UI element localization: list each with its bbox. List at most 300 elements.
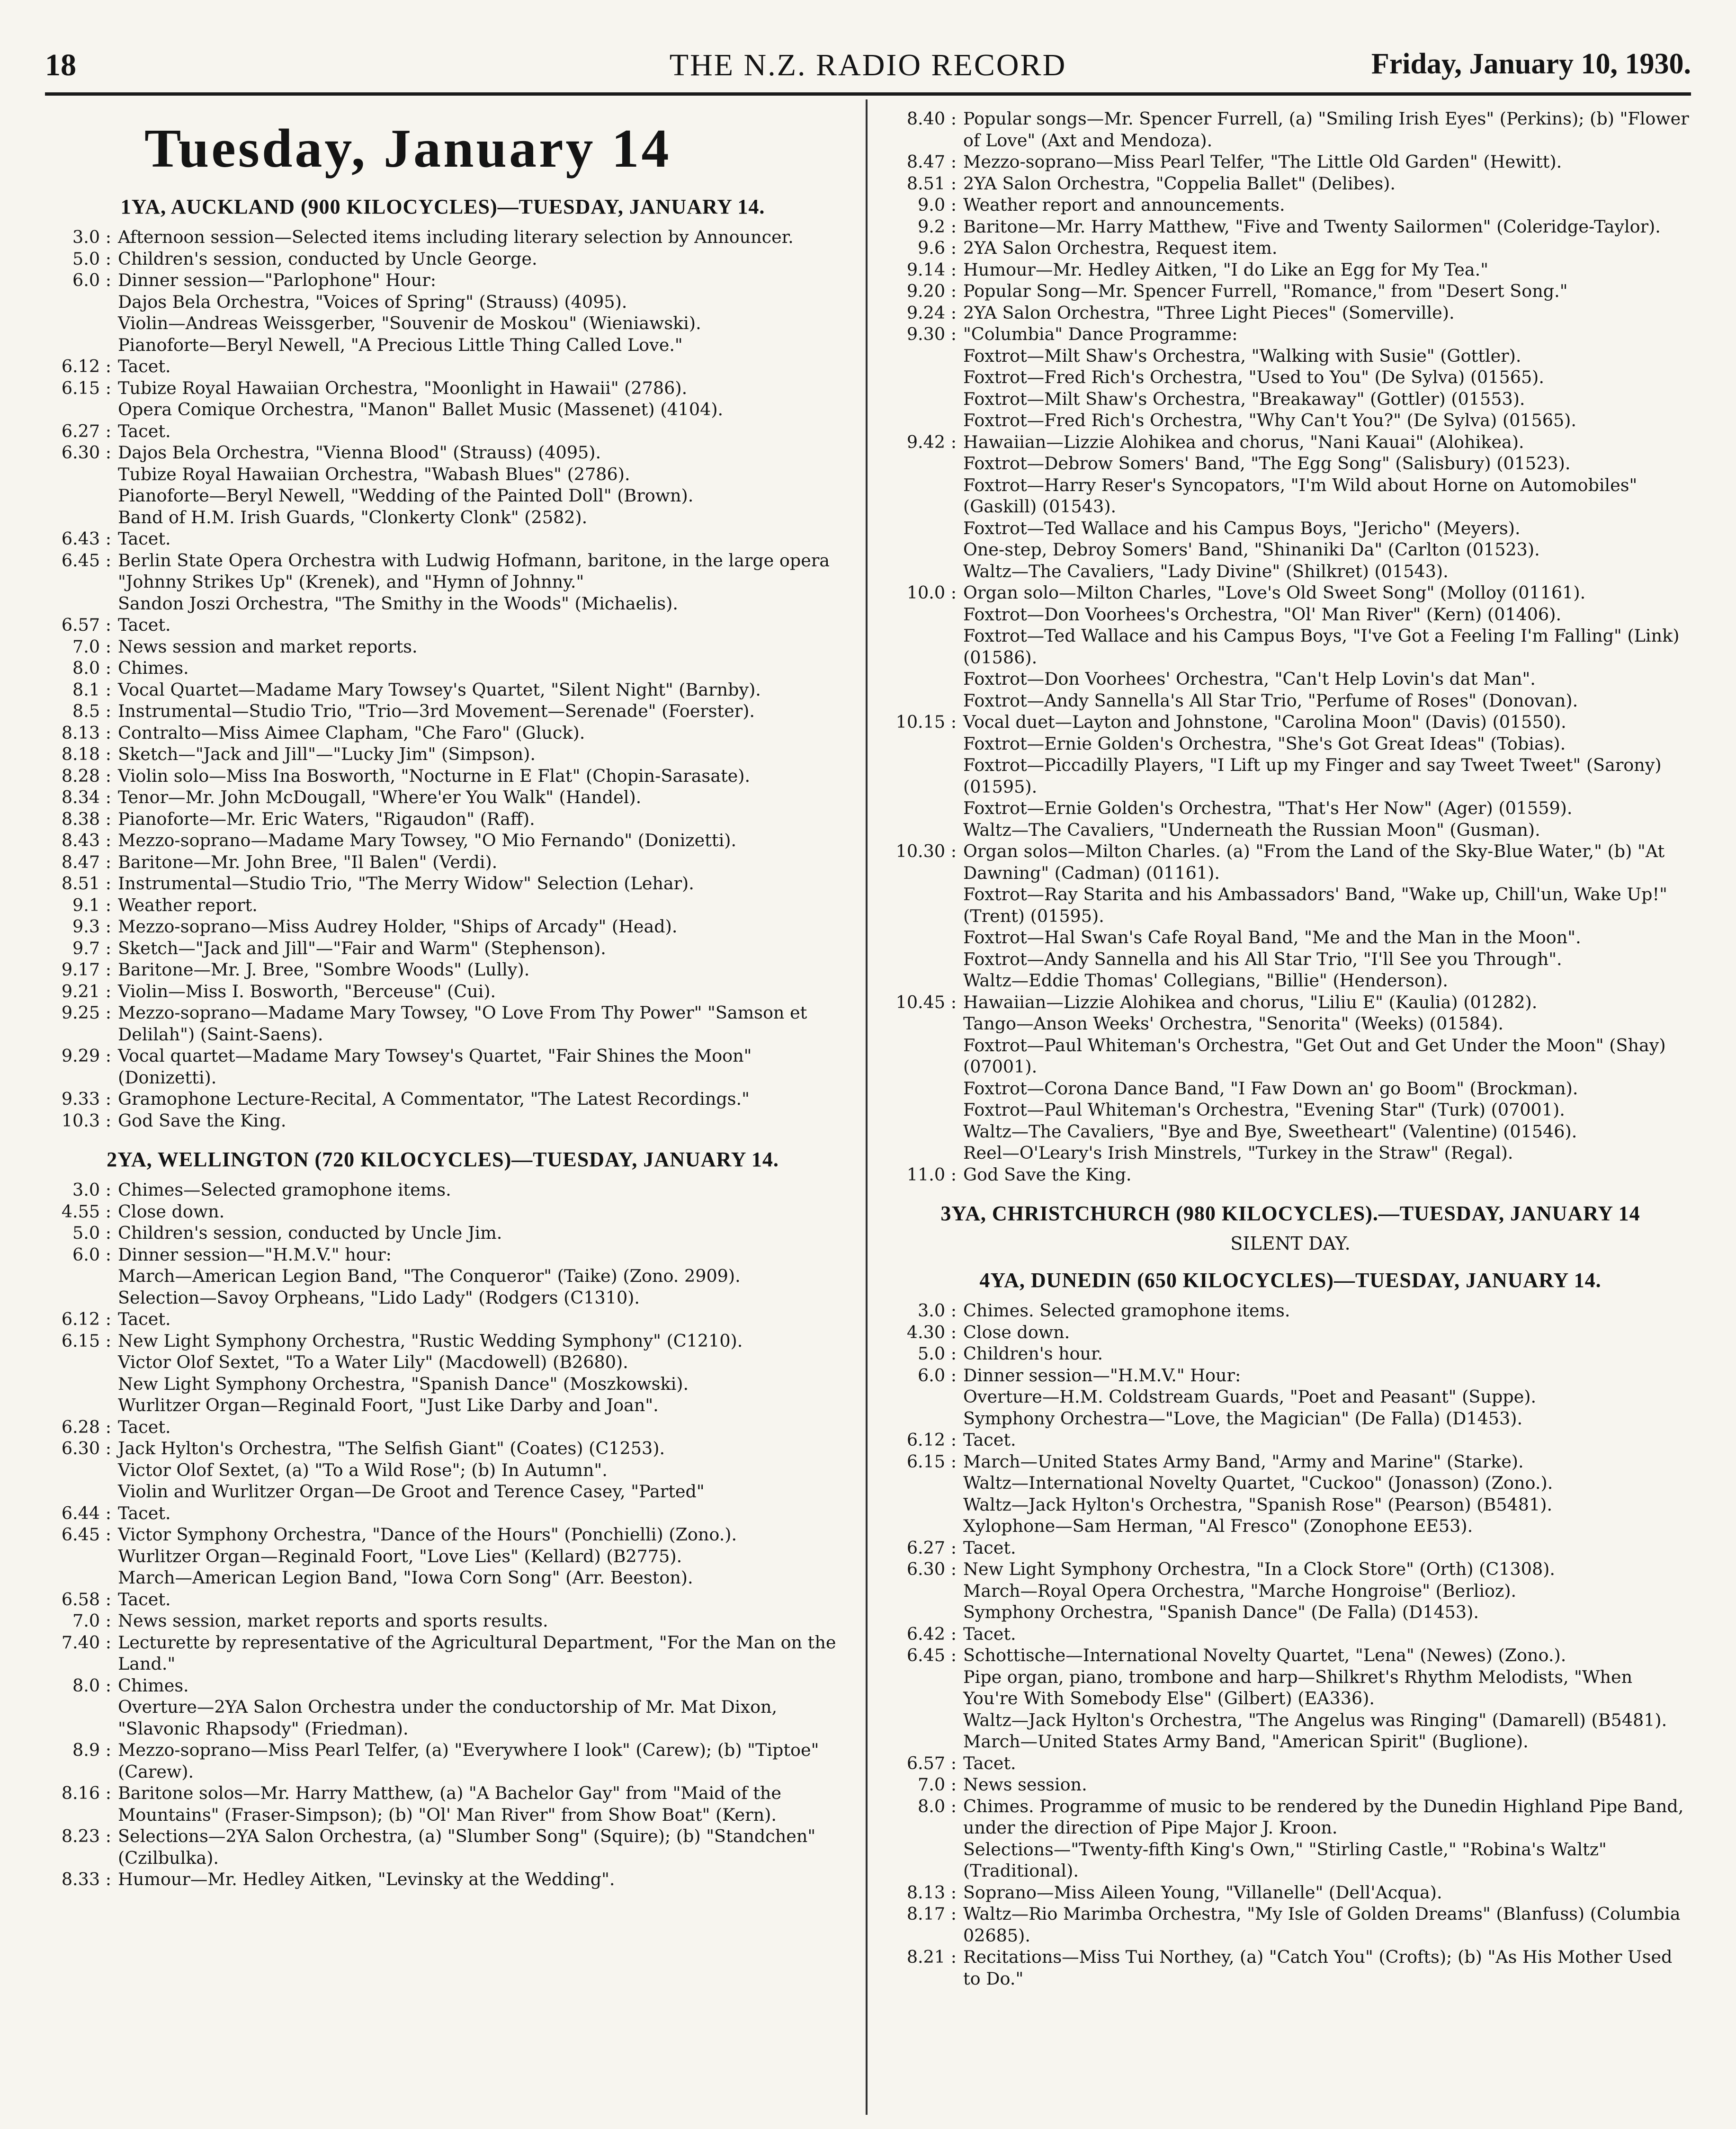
entry-time: 8.17 : xyxy=(906,1904,957,1924)
program-entry xyxy=(45,1179,841,1201)
entry-time: 5.0 : xyxy=(918,1343,957,1364)
program-entry xyxy=(45,700,841,722)
entry-time: 8.16 : xyxy=(61,1783,111,1803)
entry-time: 6.0 : xyxy=(72,270,111,290)
entry-time: 6.58 : xyxy=(61,1589,111,1610)
program-entry xyxy=(890,1322,1691,1343)
entry-text: New Light Symphony Orchestra, "In a Clock Store" (Orth) (C1308). xyxy=(963,1559,1556,1579)
entry-time: 8.38 : xyxy=(61,808,111,829)
program-entry xyxy=(45,1610,841,1632)
entry-time xyxy=(890,884,963,927)
entry-time: 9.6 : xyxy=(918,238,957,258)
program-entry xyxy=(45,356,841,377)
entry-time xyxy=(45,1351,118,1373)
entry-text: Waltz—International Novelty Quartet, "Cuckoo" (Jonasson) (Zono.). xyxy=(963,1473,1553,1493)
program-entry xyxy=(45,679,841,701)
entry-text: Jack Hylton's Orchestra, "The Selfish Giant" (Coates) (C1253). xyxy=(118,1438,665,1458)
entry-text: Popular Song—Mr. Spencer Furrell, "Romance," from "Desert Song." xyxy=(963,281,1568,301)
entry-text: Pianoforte—Mr. Eric Waters, "Rigaudon" (Raff). xyxy=(118,808,535,829)
entry-time: 9.17 : xyxy=(61,959,111,980)
publication-title: THE N.Z. RADIO RECORD xyxy=(669,48,1067,82)
program-entry xyxy=(45,1696,841,1739)
station-heading-4ya: 4YA, DUNEDIN (650 KILOCYCLES)—TUESDAY, JANUARY 14. xyxy=(979,1269,1602,1292)
station-heading-2ya: 2YA, WELLINGTON (720 KILOCYCLES)—TUESDAY, JANUARY 14. xyxy=(107,1148,779,1171)
station-heading-3ya: 3YA, CHRISTCHURCH (980 KILOCYCLES).—TUESDAY, JANUARY 14 xyxy=(940,1202,1640,1225)
entry-text: Tacet. xyxy=(963,1430,1016,1450)
program-entry xyxy=(890,1601,1691,1623)
entry-text: Tacet. xyxy=(963,1623,1016,1644)
program-entry xyxy=(45,485,841,507)
entry-text: Foxtrot—Don Voorhees's Orchestra, "Ol' Man River" (Kern) (01406). xyxy=(963,604,1562,625)
entry-time: 8.23 : xyxy=(61,1826,111,1846)
program-entry xyxy=(45,808,841,830)
program-entry xyxy=(890,1645,1691,1666)
entry-text: Foxtrot—Paul Whiteman's Orchestra, "Get Out and Get Under the Moon" (Shay) (07001). xyxy=(963,1035,1666,1077)
program-entry xyxy=(890,561,1691,582)
entry-time: 4.55 : xyxy=(61,1201,111,1222)
entry-text: Mezzo-soprano—Miss Pearl Telfer, "The Little Old Garden" (Hewitt). xyxy=(963,152,1562,172)
entry-time xyxy=(45,507,118,528)
entry-time: 6.28 : xyxy=(61,1416,111,1437)
entry-text: Foxtrot—Ray Starita and his Ambassadors' Band, "Wake up, Chill'un, Wake Up!" (Trent) (01595). xyxy=(963,884,1667,926)
entry-time: 8.40 : xyxy=(906,108,957,129)
entry-time xyxy=(45,1567,118,1589)
program-entry xyxy=(890,1386,1691,1408)
entry-time xyxy=(45,1287,118,1309)
program-entry xyxy=(45,1524,841,1546)
program-entry xyxy=(45,873,841,895)
entry-time: 6.57 : xyxy=(61,615,111,635)
program-entry xyxy=(45,1459,841,1481)
entry-text: Berlin State Opera Orchestra with Ludwig Hofmann, baritone, in the large opera "Johnny Strikes Up" (Krenek), and "Hymn of Johnny." xyxy=(118,550,830,592)
program-entry xyxy=(45,1265,841,1287)
entry-text: Sandon Joszi Orchestra, "The Smithy in the Woods" (Michaelis). xyxy=(118,593,678,614)
program-entry xyxy=(890,151,1691,173)
program-entry xyxy=(890,1121,1691,1143)
entry-time xyxy=(890,1494,963,1516)
program-entry xyxy=(890,668,1691,690)
program-entry xyxy=(45,1045,841,1088)
entry-text: Chimes. xyxy=(118,658,189,678)
program-entry xyxy=(45,722,841,744)
entry-time: 9.24 : xyxy=(906,302,957,323)
program-entry xyxy=(45,291,841,313)
program-entry xyxy=(45,334,841,356)
entry-text: Tacet. xyxy=(963,1537,1016,1558)
entry-time: 6.42 : xyxy=(906,1623,957,1644)
entry-time: 8.51 : xyxy=(906,173,957,194)
entry-time: 6.0 : xyxy=(72,1244,111,1265)
program-entry xyxy=(890,539,1691,561)
program-entry xyxy=(45,1438,841,1459)
entry-text: Children's hour. xyxy=(963,1343,1103,1364)
entry-time xyxy=(45,291,118,313)
program-entry xyxy=(890,1472,1691,1494)
entry-text: Victor Symphony Orchestra, "Dance of the Hours" (Ponchielli) (Zono.). xyxy=(118,1524,737,1545)
page-header xyxy=(45,47,1691,90)
entry-text: Tubize Royal Hawaiian Orchestra, "Moonlight in Hawaii" (2786). xyxy=(118,377,688,398)
entry-time: 8.18 : xyxy=(61,744,111,764)
entry-text: Children's session, conducted by Uncle Jim. xyxy=(118,1223,502,1243)
entry-text: Organ solo—Milton Charles, "Love's Old Sweet Song" (Molloy (01161). xyxy=(963,582,1586,603)
entry-text: Humour—Mr. Hedley Aitken, "I do Like an Egg for My Tea." xyxy=(963,259,1489,280)
entry-text: Waltz—The Cavaliers, "Bye and Bye, Sweetheart" (Valentine) (01546). xyxy=(963,1121,1577,1142)
entry-time xyxy=(890,733,963,755)
entry-text: Waltz—The Cavaliers, "Lady Divine" (Shilkret) (01543). xyxy=(963,561,1449,581)
entry-text: Mezzo-soprano—Miss Pearl Telfer, (a) "Everywhere I look" (Carew); (b) "Tiptoe" (Carew). xyxy=(118,1740,819,1782)
entry-text: Dinner session—"H.M.V." Hour: xyxy=(963,1365,1241,1386)
entry-text: Hawaiian—Lizzie Alohikea and chorus, "Nani Kauai" (Alohikea). xyxy=(963,431,1524,452)
entry-time: 9.20 : xyxy=(906,281,957,301)
entry-text: Foxtrot—Ernie Golden's Orchestra, "She's Got Great Ideas" (Tobias). xyxy=(963,733,1566,754)
schedule-2ya-continued xyxy=(890,108,1691,1185)
entry-time: 10.45 : xyxy=(895,992,957,1012)
program-entry xyxy=(45,851,841,873)
entry-time xyxy=(890,1666,963,1709)
entry-text: Chimes—Selected gramophone items. xyxy=(118,1180,451,1200)
entry-text: Wurlitzer Organ—Reginald Foort, "Just Like Darby and Joan". xyxy=(118,1395,659,1415)
program-entry xyxy=(890,582,1691,604)
entry-text: Violin and Wurlitzer Organ—De Groot and Terence Casey, "Parted" xyxy=(118,1481,705,1502)
schedule-1ya xyxy=(45,226,841,1131)
schedule-2ya xyxy=(45,1179,841,1890)
silent-day-note: SILENT DAY. xyxy=(1230,1233,1351,1254)
entry-text: Waltz—Eddie Thomas' Collegians, "Billie" (Henderson). xyxy=(963,970,1449,991)
entry-time: 6.12 : xyxy=(61,356,111,376)
entry-time: 3.0 : xyxy=(72,1180,111,1200)
entry-text: Dajos Bela Orchestra, "Vienna Blood" (Strauss) (4095). xyxy=(118,442,601,463)
program-entry xyxy=(890,345,1691,367)
entry-text: Humour—Mr. Hedley Aitken, "Levinsky at the Wedding". xyxy=(118,1869,615,1889)
entry-time: 8.47 : xyxy=(61,851,111,872)
entry-text: Selections—"Twenty-fifth King's Own," "Stirling Castle," "Robina's Waltz" (Traditional). xyxy=(963,1839,1607,1881)
program-entry xyxy=(45,226,841,248)
program-entry xyxy=(890,690,1691,712)
entry-time: 8.43 : xyxy=(61,830,111,850)
entry-time xyxy=(890,1386,963,1408)
entry-text: Victor Olof Sextet, (a) "To a Wild Rose"; (b) In Autumn". xyxy=(118,1459,608,1480)
entry-text: Chimes. Selected gramophone items. xyxy=(963,1300,1290,1321)
program-entry xyxy=(45,1825,841,1869)
program-entry xyxy=(890,1753,1691,1774)
entry-text: Contralto—Miss Aimee Clapham, "Che Faro" (Gluck). xyxy=(118,722,585,743)
entry-time: 8.13 : xyxy=(906,1882,957,1903)
entry-text: Foxtrot—Debrow Somers' Band, "The Egg Song" (Salisbury) (01523). xyxy=(963,453,1571,474)
entry-time: 9.3 : xyxy=(72,916,111,937)
entry-text: God Save the King. xyxy=(118,1110,286,1131)
program-entry xyxy=(890,280,1691,302)
entry-time: 9.21 : xyxy=(61,981,111,1002)
station-heading-1ya: 1YA, AUCKLAND (900 KILOCYCLES)—TUESDAY, JANUARY 14. xyxy=(120,195,765,218)
entry-time: 8.47 : xyxy=(906,152,957,172)
program-entry xyxy=(45,1201,841,1223)
program-entry xyxy=(45,442,841,464)
program-entry xyxy=(45,269,841,291)
entry-time xyxy=(890,1408,963,1430)
entry-text: March—American Legion Band, "The Conqueror" (Taike) (Zono. 2909). xyxy=(118,1266,741,1286)
program-entry xyxy=(45,1416,841,1438)
entry-time xyxy=(890,388,963,410)
program-entry xyxy=(45,464,841,485)
entry-text: God Save the King. xyxy=(963,1164,1132,1185)
entry-time xyxy=(890,1013,963,1035)
program-entry xyxy=(45,1739,841,1782)
entry-text: 2YA Salon Orchestra, Request item. xyxy=(963,238,1278,258)
entry-time: 3.0 : xyxy=(72,227,111,247)
entry-time: 6.30 : xyxy=(906,1559,957,1579)
entry-text: 2YA Salon Orchestra, "Coppelia Ballet" (Delibes). xyxy=(963,173,1396,194)
program-entry xyxy=(890,604,1691,626)
entry-time: 9.33 : xyxy=(61,1089,111,1109)
entry-text: Violin—Andreas Weissgerber, "Souvenir de Moskou" (Wieniawski). xyxy=(118,313,701,333)
entry-text: Organ solos—Milton Charles. (a) "From the Land of the Sky-Blue Water," (b) "At Dawning" (Cadman) (01161). xyxy=(963,841,1665,883)
entry-text: Dajos Bela Orchestra, "Voices of Spring" (Strauss) (4095). xyxy=(118,291,627,312)
program-entry xyxy=(890,367,1691,388)
entry-time: 8.13 : xyxy=(61,722,111,743)
program-entry xyxy=(890,1731,1691,1753)
program-entry xyxy=(45,981,841,1002)
program-entry xyxy=(45,787,841,808)
program-entry xyxy=(890,1580,1691,1602)
entry-time: 9.42 : xyxy=(906,431,957,452)
program-entry xyxy=(890,216,1691,238)
program-entry xyxy=(890,1774,1691,1796)
program-entry xyxy=(45,313,841,334)
program-entry xyxy=(890,1537,1691,1559)
entry-time xyxy=(45,1373,118,1395)
page-number: 18 xyxy=(45,48,76,82)
program-entry xyxy=(890,1494,1691,1516)
program-entry xyxy=(45,1088,841,1110)
entry-text: Dinner session—"Parlophone" Hour: xyxy=(118,270,437,290)
program-entry xyxy=(890,1408,1691,1430)
entry-text: Mezzo-soprano—Miss Audrey Holder, "Ships of Arcady" (Head). xyxy=(118,916,678,937)
program-entry xyxy=(890,302,1691,324)
entry-time: 8.9 : xyxy=(72,1740,111,1760)
entry-time xyxy=(45,1481,118,1503)
entry-time: 6.30 : xyxy=(61,1438,111,1458)
program-entry xyxy=(890,884,1691,927)
entry-text: Foxtrot—Milt Shaw's Orchestra, "Breakaway" (Gottler) (01553). xyxy=(963,388,1525,409)
entry-time: 8.0 : xyxy=(72,1675,111,1696)
entry-text: Sketch—"Jack and Jill"—"Fair and Warm" (Stephenson). xyxy=(118,938,606,958)
program-entry xyxy=(890,388,1691,410)
entry-text: Symphony Orchestra, "Spanish Dance" (De Falla) (D1453). xyxy=(963,1602,1479,1622)
entry-text: Weather report and announcements. xyxy=(963,195,1285,215)
entry-time xyxy=(890,948,963,970)
program-entry xyxy=(890,819,1691,841)
entry-time xyxy=(890,668,963,690)
entry-time: 8.1 : xyxy=(72,679,111,700)
entry-text: Recitations—Miss Tui Northey, (a) "Catch You" (Crofts); (b) "As His Mother Used to Do." xyxy=(963,1947,1673,1989)
entry-text: Selections—2YA Salon Orchestra, (a) "Slumber Song" (Squire); (b) "Standchen" (Czilbulka). xyxy=(118,1826,816,1868)
program-entry xyxy=(890,1882,1691,1904)
entry-text: Vocal duet—Layton and Johnstone, "Carolina Moon" (Davis) (01550). xyxy=(963,712,1566,732)
entry-time: 6.43 : xyxy=(61,528,111,549)
entry-text: Foxtrot—Fred Rich's Orchestra, "Used to You" (De Sylva) (01565). xyxy=(963,367,1545,387)
schedule-4ya xyxy=(890,1300,1691,1989)
entry-time xyxy=(890,690,963,712)
entry-text: One-step, Debroy Somers' Band, "Shinaniki Da" (Carlton (01523). xyxy=(963,539,1540,560)
program-entry xyxy=(890,1099,1691,1121)
program-entry xyxy=(890,1429,1691,1451)
program-entry xyxy=(45,550,841,593)
program-entry xyxy=(890,259,1691,281)
entry-time: 6.44 : xyxy=(61,1503,111,1523)
entry-text: 2YA Salon Orchestra, "Three Light Pieces" (Somerville). xyxy=(963,302,1455,323)
entry-text: Tango—Anson Weeks' Orchestra, "Senorita" (Weeks) (01584). xyxy=(963,1013,1503,1034)
header-rule xyxy=(45,92,1691,96)
program-entry xyxy=(45,1675,841,1697)
entry-time: 3.0 : xyxy=(918,1300,957,1321)
program-entry xyxy=(45,1373,841,1395)
entry-time xyxy=(890,474,963,518)
entry-text: Pianoforte—Beryl Newell, "Wedding of the Painted Doll" (Brown). xyxy=(118,485,694,506)
entry-text: Foxtrot—Ted Wallace and his Campus Boys, "Jericho" (Meyers). xyxy=(963,518,1521,538)
entry-time: 6.12 : xyxy=(61,1309,111,1329)
program-entry xyxy=(890,1709,1691,1731)
program-entry xyxy=(45,938,841,959)
entry-time: 9.25 : xyxy=(61,1002,111,1023)
entry-text: Reel—O'Leary's Irish Minstrels, "Turkey in the Straw" (Regal). xyxy=(963,1143,1513,1163)
entry-text: Chimes. xyxy=(118,1675,189,1696)
entry-text: Foxtrot—Paul Whiteman's Orchestra, "Evening Star" (Turk) (07001). xyxy=(963,1100,1565,1120)
program-entry xyxy=(45,420,841,442)
program-entry xyxy=(890,1365,1691,1387)
program-entry xyxy=(890,970,1691,992)
program-entry xyxy=(45,1110,841,1132)
program-entry xyxy=(45,1589,841,1610)
program-entry xyxy=(890,1035,1691,1078)
entry-text: March—United States Army Band, "Army and Marine" (Starke). xyxy=(963,1451,1524,1472)
entry-time: 8.51 : xyxy=(61,873,111,894)
issue-date: Friday, January 10, 1930. xyxy=(1371,48,1691,80)
entry-time: 8.21 : xyxy=(906,1947,957,1967)
entry-time: 10.0 : xyxy=(906,582,957,603)
entry-time xyxy=(45,1459,118,1481)
entry-text: Tacet. xyxy=(118,615,171,635)
entry-text: Schottische—International Novelty Quartet, "Lena" (Newes) (Zono.). xyxy=(963,1645,1566,1665)
entry-time xyxy=(890,927,963,948)
entry-text: Foxtrot—Hal Swan's Cafe Royal Band, "Me and the Man in the Moon". xyxy=(963,927,1581,948)
entry-text: Close down. xyxy=(118,1201,225,1222)
program-entry xyxy=(45,636,841,658)
program-entry xyxy=(45,1546,841,1567)
program-entry xyxy=(45,895,841,916)
entry-text: Waltz—The Cavaliers, "Underneath the Russian Moon" (Gusman). xyxy=(963,819,1540,840)
entry-time xyxy=(890,561,963,582)
entry-text: Mezzo-soprano—Madame Mary Towsey, "O Mio Fernando" (Donizetti). xyxy=(118,830,737,850)
entry-time: 5.0 : xyxy=(72,1223,111,1243)
left-column xyxy=(45,108,841,2120)
entry-text: Tenor—Mr. John McDougall, "Where'er You Walk" (Handel). xyxy=(118,787,642,807)
program-entry xyxy=(45,614,841,636)
program-entry xyxy=(890,711,1691,733)
entry-time xyxy=(890,1580,963,1602)
entry-text: Vocal Quartet—Madame Mary Towsey's Quartet, "Silent Night" (Barnby). xyxy=(118,679,761,700)
entry-time xyxy=(45,1395,118,1416)
entry-text: Selection—Savoy Orpheans, "Lido Lady" (Rodgers (C1310). xyxy=(118,1287,640,1308)
entry-text: Afternoon session—Selected items including literary selection by Announcer. xyxy=(118,227,794,247)
entry-text: Foxtrot—Piccadilly Players, "I Lift up my Finger and say Tweet Tweet" (Sarony) (01595). xyxy=(963,755,1662,797)
entry-text: News session. xyxy=(963,1774,1087,1795)
entry-text: News session and market reports. xyxy=(118,636,418,657)
entry-time: 6.45 : xyxy=(906,1645,957,1665)
entry-time xyxy=(890,1472,963,1494)
program-entry xyxy=(890,173,1691,195)
entry-time: 6.15 : xyxy=(906,1451,957,1472)
entry-time: 9.1 : xyxy=(72,895,111,915)
entry-time xyxy=(890,797,963,819)
entry-text: Overture—2YA Salon Orchestra under the conductorship of Mr. Mat Dixon, "Slavonic Rhapsody" (Friedman). xyxy=(118,1697,778,1739)
entry-time xyxy=(890,518,963,539)
entry-time: 5.0 : xyxy=(72,248,111,269)
program-entry xyxy=(890,841,1691,884)
entry-time xyxy=(890,1099,963,1121)
program-entry xyxy=(45,1308,841,1330)
entry-text: Soprano—Miss Aileen Young, "Villanelle" (Dell'Acqua). xyxy=(963,1882,1442,1903)
entry-time: 6.27 : xyxy=(61,420,111,441)
entry-time xyxy=(890,1515,963,1537)
entry-time: 6.12 : xyxy=(906,1430,957,1450)
day-title: Tuesday, January 14 xyxy=(144,118,671,179)
program-entry xyxy=(890,1451,1691,1473)
program-entry xyxy=(45,1330,841,1352)
program-entry xyxy=(890,1666,1691,1709)
program-entry xyxy=(890,1558,1691,1580)
program-entry xyxy=(890,474,1691,518)
entry-time: 7.0 : xyxy=(918,1774,957,1795)
entry-time xyxy=(890,367,963,388)
entry-text: Foxtrot—Milt Shaw's Orchestra, "Walking with Susie" (Gottler). xyxy=(963,345,1521,366)
entry-time xyxy=(45,464,118,485)
program-entry xyxy=(890,323,1691,345)
entry-time: 11.0 : xyxy=(906,1164,957,1185)
program-entry xyxy=(890,948,1691,970)
program-entry xyxy=(890,453,1691,474)
entry-time: 7.0 : xyxy=(72,1610,111,1631)
entry-time: 6.57 : xyxy=(906,1753,957,1773)
program-entry xyxy=(890,733,1691,755)
entry-text: Foxtrot—Andy Sannella's All Star Trio, "Perfume of Roses" (Donovan). xyxy=(963,690,1578,711)
entry-text: Xylophone—Sam Herman, "Al Fresco" (Zonophone EE53). xyxy=(963,1516,1473,1536)
entry-time xyxy=(45,399,118,420)
program-entry xyxy=(45,1244,841,1266)
entry-text: New Light Symphony Orchestra, "Rustic Wedding Symphony" (C1210). xyxy=(118,1330,743,1351)
program-entry xyxy=(45,1782,841,1825)
entry-text: Baritone—Mr. J. Bree, "Sombre Woods" (Lully). xyxy=(118,959,530,980)
program-entry xyxy=(45,248,841,270)
program-entry xyxy=(890,194,1691,216)
entry-text: New Light Symphony Orchestra, "Spanish Dance" (Moszkowski). xyxy=(118,1373,689,1394)
program-entry xyxy=(890,1142,1691,1164)
entry-time: 10.3 : xyxy=(61,1110,111,1131)
entry-time: 7.0 : xyxy=(72,636,111,657)
program-entry xyxy=(45,593,841,615)
entry-time: 6.15 : xyxy=(61,1330,111,1351)
program-entry xyxy=(890,797,1691,819)
program-entry xyxy=(890,1623,1691,1645)
entry-time: 7.40 : xyxy=(61,1632,111,1653)
entry-time: 10.30 : xyxy=(895,841,957,861)
entry-time xyxy=(45,593,118,615)
entry-time xyxy=(45,313,118,334)
entry-time: 10.15 : xyxy=(895,712,957,732)
program-entry xyxy=(890,237,1691,259)
program-entry xyxy=(890,1839,1691,1882)
entry-text: Tubize Royal Hawaiian Orchestra, "Wabash Blues" (2786). xyxy=(118,464,630,484)
entry-time: 8.0 : xyxy=(72,658,111,678)
